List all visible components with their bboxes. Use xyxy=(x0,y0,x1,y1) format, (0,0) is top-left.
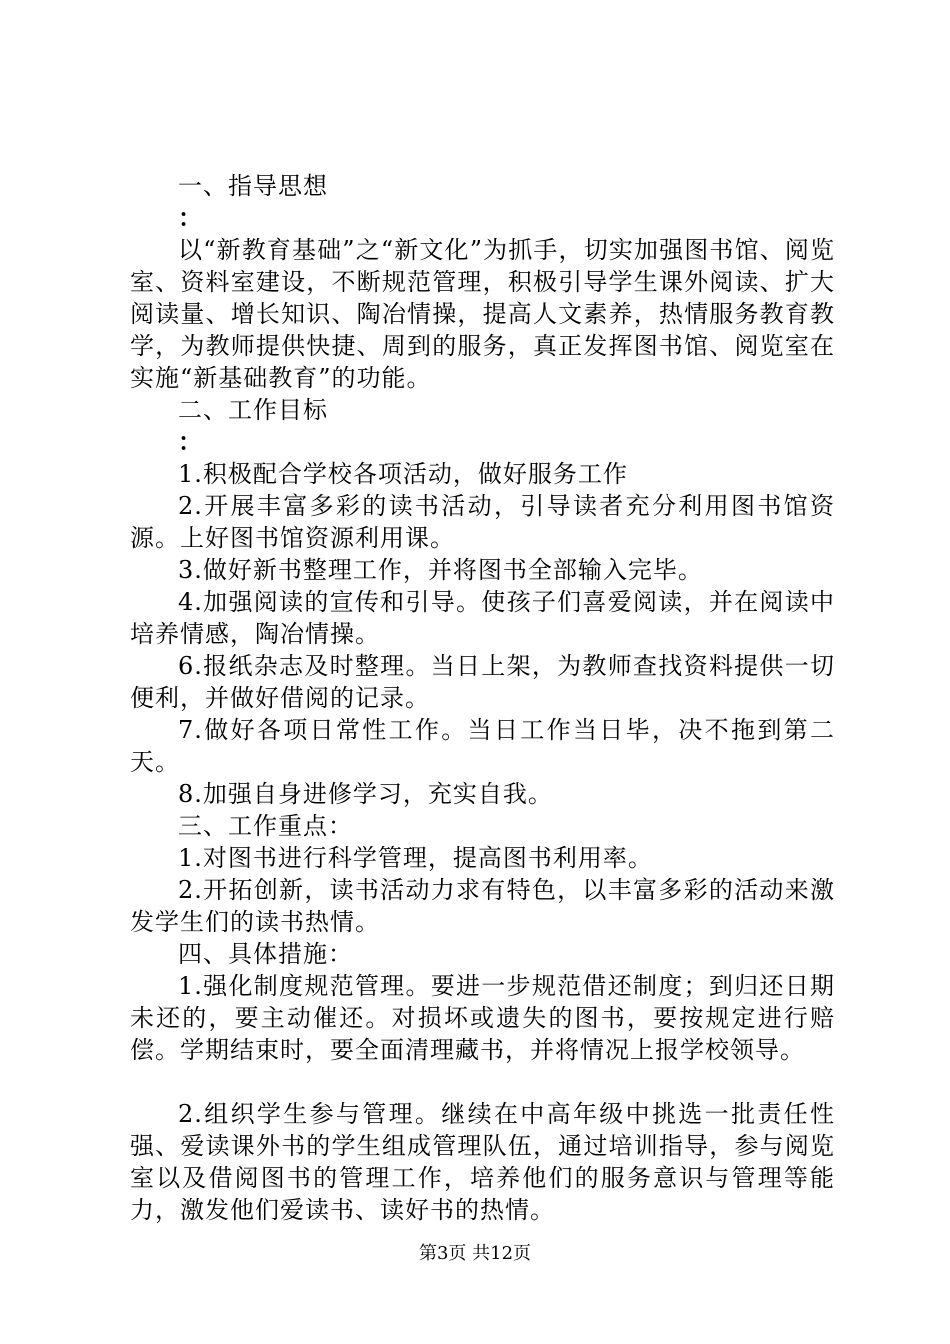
measure-item: 2.组织学生参与管理。继续在中高年级中挑选一批责任性强、爱读课外书的学生组成管理队伍，通过培训指导，参与阅览室以及借阅图书的管理工作，培养他们的服务意识与管理等能力，激发他们爱读书、读好书的热情。 xyxy=(130,1100,835,1224)
goal-item: 7.做好各项日常性工作。当日工作当日毕，决不拖到第二天。 xyxy=(130,716,835,776)
goal-item: 3.做好新书整理工作，并将图书全部输入完毕。 xyxy=(178,556,703,584)
goal-item: 4.加强阅读的宣传和引导。使孩子们喜爱阅读，并在阅读中培养情感，陶冶情操。 xyxy=(130,588,835,648)
section-heading-work-focus: 三、工作重点： xyxy=(178,812,353,840)
measure-item: 1.强化制度规范管理。要进一步规范借还制度；到归还日期未还的，要主动催还。对损坏或遗失的图书，要按规定进行赔偿。学期结束时，要全面清理藏书，并将情况上报学校领导。 xyxy=(130,972,835,1064)
goal-item: 8.加强自身进修学习，充实自我。 xyxy=(178,780,553,808)
focus-item: 1.对图书进行科学管理，提高图书利用率。 xyxy=(178,844,653,872)
document-body xyxy=(130,170,835,1226)
section-heading-measures: 四、具体措施： xyxy=(178,940,353,968)
goal-item: 1.积极配合学校各项活动，做好服务工作 xyxy=(178,460,628,488)
goal-item: 2.开展丰富多彩的读书活动，引导读者充分利用图书馆资源。上好图书馆资源利用课。 xyxy=(130,492,835,552)
stray-colon: ： xyxy=(178,427,203,456)
paragraph-guiding-ideology: 以“新教育基础”之“新文化”为抓手，切实加强图书馆、阅览室、资料室建设，不断规范管理，积极引导学生课外阅读、扩大阅读量、增长知识、陶冶情操，提高人文素养，热情服务教育教学，为教师提供快捷、周到的服务，真正发挥图书馆、阅览室在实施“新基础教育”的功能。 xyxy=(130,236,835,392)
section-heading-guiding-ideology: 一、指导思想 xyxy=(178,172,328,200)
page-footer: 第3页 共12页 xyxy=(418,1243,532,1264)
goal-item: 6.报纸杂志及时整理。当日上架，为教师查找资料提供一切便利，并做好借阅的记录。 xyxy=(130,652,835,712)
section-heading-work-goals: 二、工作目标 xyxy=(178,396,328,424)
focus-item: 2.开拓创新，读书活动力求有特色，以丰富多彩的活动来激发学生们的读书热情。 xyxy=(130,876,835,936)
stray-colon: ： xyxy=(178,203,203,232)
